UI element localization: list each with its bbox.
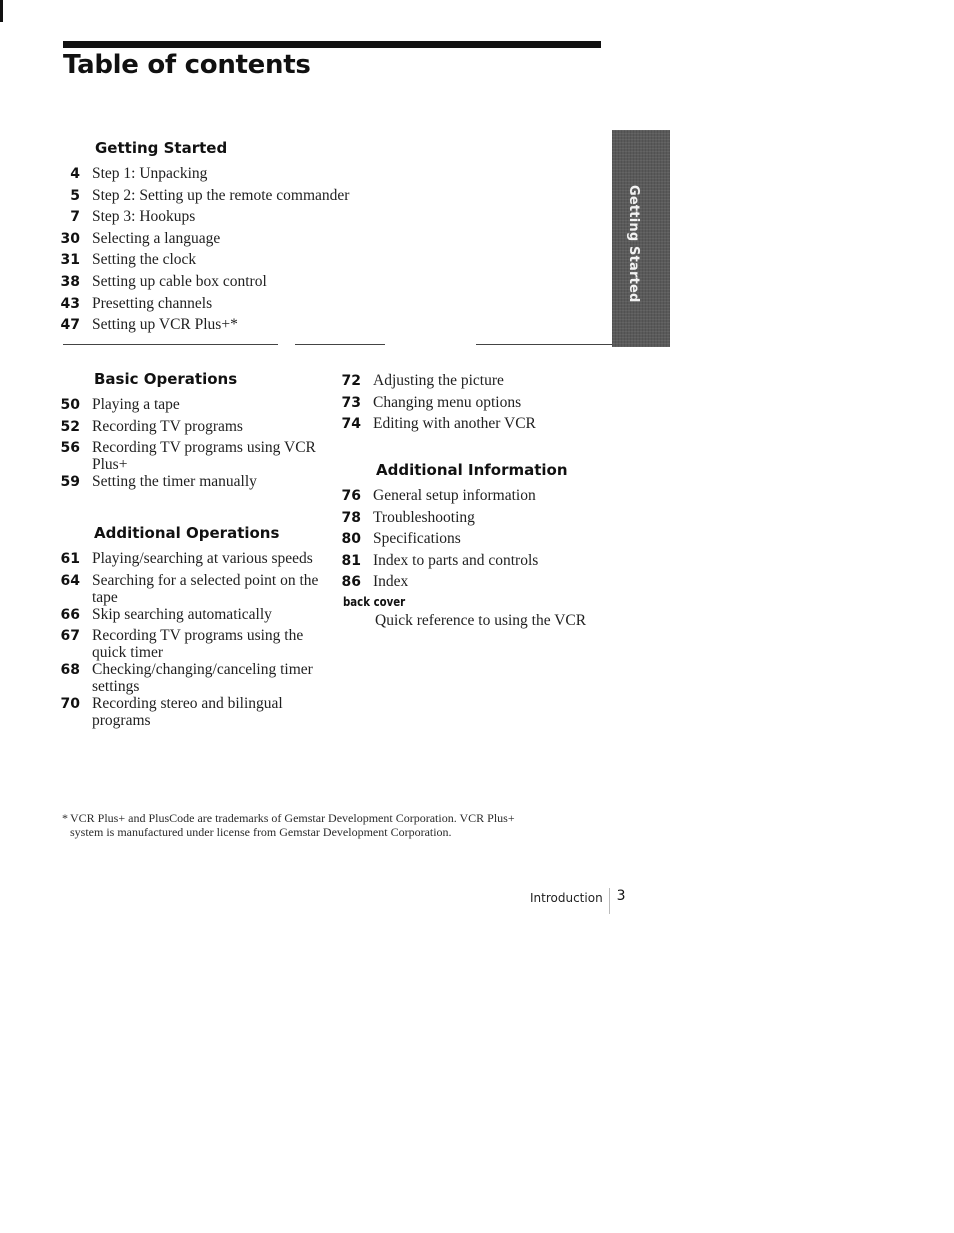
heading-additional-information: Additional Information — [376, 461, 568, 479]
toc-entry — [62, 473, 332, 495]
toc-entry-title: Playing a tape — [92, 396, 180, 413]
toc-page-number: 47 — [60, 317, 80, 334]
toc-entry-title: Changing menu options — [373, 393, 522, 411]
toc-entry — [343, 394, 623, 416]
toc-entry-title: Checking/changing/canceling timer settings — [92, 661, 313, 696]
heading-additional-operations: Additional Operations — [94, 524, 280, 542]
page-title: Table of contents — [63, 50, 311, 80]
toc-entry — [62, 208, 382, 230]
toc-page-number: 5 — [70, 187, 80, 204]
toc-entry-title: Presetting channels — [92, 294, 213, 312]
toc-page-number: 86 — [341, 574, 361, 591]
toc-entry — [62, 295, 382, 317]
toc-page-number: 78 — [341, 509, 361, 526]
heading-basic-operations: Basic Operations — [94, 370, 238, 388]
additional-operations-list — [62, 550, 332, 729]
trademark-footnote — [62, 811, 622, 839]
toc-entry — [62, 316, 382, 338]
page-footer — [530, 888, 626, 914]
toc-page-number: 67 — [60, 628, 80, 645]
toc-entry — [62, 627, 332, 661]
toc-page-number: 68 — [60, 662, 80, 679]
toc-entry — [343, 487, 623, 509]
toc-entry-title: Playing/searching at various speeds — [92, 550, 313, 567]
toc-page-number: 64 — [60, 572, 80, 589]
footer-separator — [609, 888, 610, 914]
back-cover-text: Quick reference to using the VCR — [375, 612, 587, 629]
toc-entry — [343, 530, 623, 552]
toc-entry — [343, 552, 623, 574]
toc-entry-title: Index to parts and controls — [373, 551, 539, 569]
toc-page-number: 76 — [341, 488, 361, 504]
toc-entry-title: Skip searching automatically — [92, 605, 272, 623]
page-edge-mark — [0, 0, 3, 22]
toc-page-number: 73 — [341, 394, 361, 411]
toc-entry — [343, 415, 623, 437]
footnote-line-1: VCR Plus+ and PlusCode are trademarks of Gemstar Development Corporation. VCR Plus+ — [70, 811, 515, 825]
toc-entry — [343, 372, 623, 394]
toc-entry — [62, 396, 332, 418]
toc-entry-title: Index — [373, 573, 409, 591]
toc-page-number: 43 — [60, 295, 80, 312]
getting-started-list — [62, 165, 382, 338]
section-divider — [295, 344, 385, 345]
toc-entry-title: General setup information — [373, 487, 536, 504]
toc-entry-title: Recording TV programs using the quick timer — [92, 627, 304, 662]
toc-page-number: 72 — [341, 373, 361, 389]
toc-entry-title: Setting the timer manually — [92, 473, 257, 491]
toc-entry-title: Recording TV programs using VCR Plus+ — [92, 439, 316, 474]
picture-entries-list — [343, 372, 623, 437]
additional-information-list — [343, 487, 623, 595]
toc-page-number: 30 — [60, 230, 80, 247]
toc-page-number: 74 — [341, 416, 361, 433]
back-cover-label: back cover — [343, 595, 406, 609]
section-tab — [612, 130, 670, 347]
toc-page-number: 50 — [60, 397, 80, 413]
toc-page-number: 66 — [60, 606, 80, 623]
toc-page-number: 70 — [60, 696, 80, 713]
toc-page-number: 4 — [70, 166, 80, 182]
toc-entry — [62, 165, 382, 187]
toc-entry-title: Selecting a language — [92, 229, 221, 247]
toc-entry-title: Recording stereo and bilingual programs — [92, 695, 283, 730]
toc-entry-title: Editing with another VCR — [373, 415, 536, 433]
toc-entry-title: Step 1: Unpacking — [92, 165, 208, 182]
toc-entry — [62, 187, 382, 209]
toc-page-number: 59 — [60, 474, 80, 491]
toc-page-number: 31 — [60, 252, 80, 269]
toc-page-number: 7 — [70, 209, 80, 226]
toc-entry-title: Specifications — [373, 530, 461, 548]
toc-entry — [62, 230, 382, 252]
toc-page-number: 56 — [60, 440, 80, 457]
toc-entry — [62, 418, 332, 440]
toc-entry-title: Setting up cable box control — [92, 272, 267, 290]
toc-page-number: 38 — [60, 273, 80, 290]
toc-entry-title: Setting up VCR Plus+* — [92, 316, 238, 334]
title-rule — [63, 41, 601, 48]
toc-entry — [62, 572, 332, 606]
page-number: 3 — [616, 888, 626, 904]
toc-entry — [343, 509, 623, 531]
toc-entry-title: Recording TV programs — [92, 417, 243, 435]
toc-entry — [62, 661, 332, 695]
toc-entry — [62, 273, 382, 295]
toc-entry — [62, 439, 332, 473]
footnote-line-2: system is manufactured under license from Gemstar Development Corporation. — [70, 825, 452, 839]
toc-entry-title: Searching for a selected point on the tape — [92, 571, 319, 606]
toc-page-number: 61 — [60, 551, 80, 567]
basic-operations-list — [62, 396, 332, 495]
toc-entry — [62, 606, 332, 628]
toc-entry-title: Troubleshooting — [373, 508, 475, 526]
footnote-mark: * — [62, 811, 68, 825]
toc-page-number: 81 — [341, 552, 361, 569]
toc-entry — [62, 695, 332, 729]
section-divider — [476, 344, 612, 345]
toc-page-number: 52 — [60, 418, 80, 435]
section-divider — [63, 344, 278, 345]
toc-entry-title: Step 2: Setting up the remote commander — [92, 186, 350, 204]
toc-entry-title: Setting the clock — [92, 251, 197, 269]
toc-entry — [62, 251, 382, 273]
toc-entry — [62, 550, 332, 572]
section-tab-label: Getting Started — [626, 185, 641, 303]
toc-entry-title: Step 3: Hookups — [92, 208, 196, 226]
toc-page-number: 80 — [341, 531, 361, 548]
toc-entry — [343, 573, 623, 595]
toc-entry-title: Adjusting the picture — [373, 372, 504, 389]
footer-section-name: Introduction — [530, 891, 603, 905]
heading-getting-started: Getting Started — [95, 139, 228, 157]
